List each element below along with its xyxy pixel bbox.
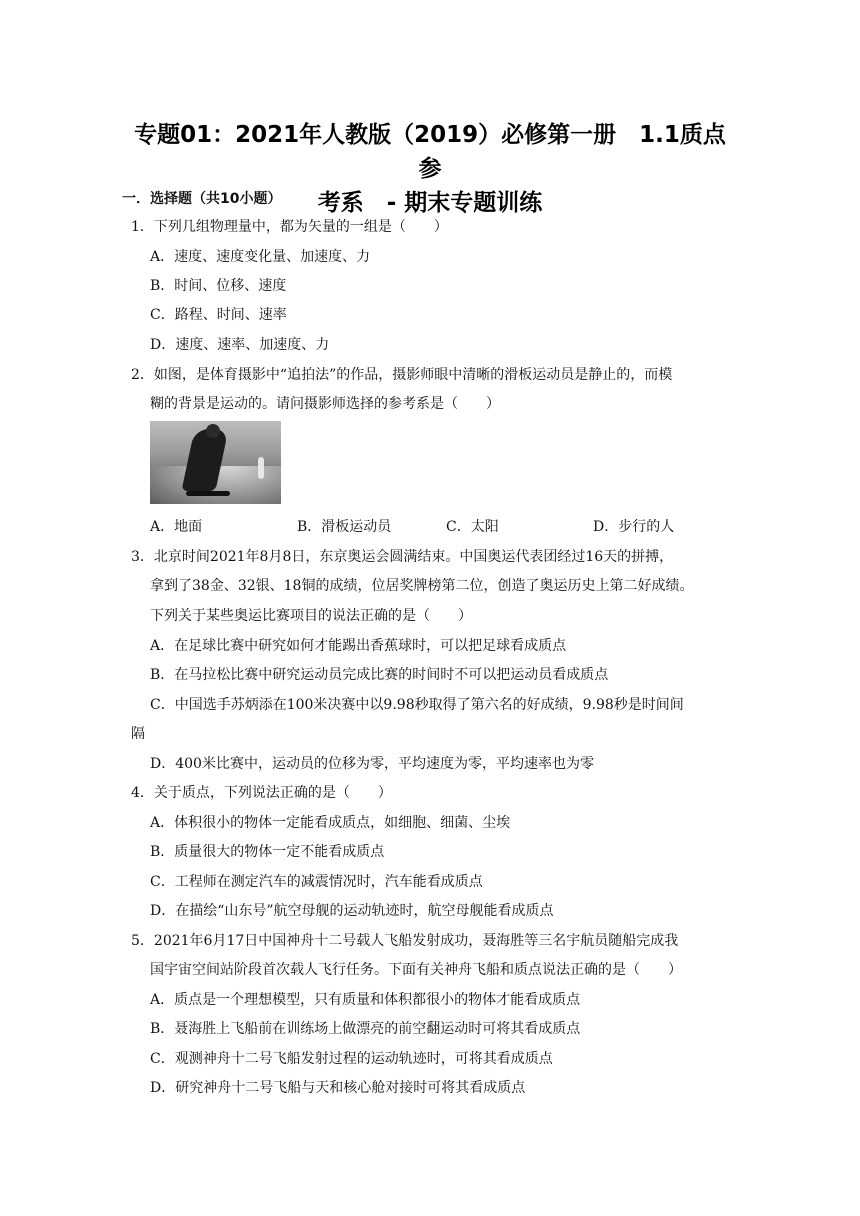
question-2-option-c: C．太阳: [446, 519, 499, 535]
question-4-option-c: C．工程师在测定汽车的减震情况时，汽车能看成质点: [150, 874, 483, 890]
question-5-stem-line-1: 5．2021年6月17日中国神舟十二号载人飞船发射成功，聂海胜等三名宇航员随船完成我: [131, 933, 679, 949]
question-5-stem-line-2: 国宇宙空间站阶段首次载人飞行任务。下面有关神舟飞船和质点说法正确的是（ ）: [150, 962, 682, 978]
title-line-2: 考系 - 期末专题训练: [317, 190, 543, 216]
question-2-option-b: B．滑板运动员: [297, 519, 392, 535]
section-heading: 一．选择题（共10小题）: [122, 191, 282, 207]
question-2-option-a: A．地面: [150, 519, 203, 535]
question-3-stem-line-1: 3．北京时间2021年8月8日，东京奥运会圆满结束。中国奥运代表团经过16天的拼搏，: [131, 549, 674, 565]
question-1-option-b: B．时间、位移、速度: [150, 278, 287, 294]
question-3-option-c-line-1: C．中国选手苏炳添在100米决赛中以9.98秒取得了第六名的好成绩，9.98秒是时间间: [150, 697, 684, 713]
question-3-option-d: D．400米比赛中，运动员的位移为零，平均速度为零，平均速率也为零: [150, 756, 594, 772]
question-4-option-a: A．体积很小的物体一定能看成质点，如细胞、细菌、尘埃: [150, 815, 511, 831]
question-3-option-a: A．在足球比赛中研究如何才能踢出香蕉球时，可以把足球看成质点: [150, 638, 567, 654]
question-3-option-b: B．在马拉松比赛中研究运动员完成比赛的时间时不可以把运动员看成质点: [150, 667, 609, 683]
question-2-option-d: D．步行的人: [593, 519, 675, 535]
question-5-option-d: D．研究神舟十二号飞船与天和核心舱对接时可将其看成质点: [150, 1080, 526, 1096]
question-3-option-c-line-2: 隔: [131, 726, 145, 742]
question-1-option-d: D．速度、速率、加速度、力: [150, 337, 330, 353]
question-5-option-b: B．聂海胜上飞船前在训练场上做漂亮的前空翻运动时可将其看成质点: [150, 1021, 581, 1037]
question-4-option-b: B．质量很大的物体一定不能看成质点: [150, 844, 385, 860]
question-1-option-c: C．路程、时间、速率: [150, 307, 287, 323]
question-3-stem-line-2: 拿到了38金、32银、18铜的成绩，位居奖牌榜第二位，创造了奥运历史上第二好成绩。: [150, 578, 694, 594]
question-5-option-a: A．质点是一个理想模型，只有质量和体积都很小的物体才能看成质点: [150, 992, 581, 1008]
question-5-option-c: C．观测神舟十二号飞船发射过程的运动轨迹时，可将其看成质点: [150, 1051, 553, 1067]
question-4-option-d: D．在描绘“山东号”航空母舰的运动轨迹时，航空母舰能看成质点: [150, 903, 554, 919]
question-3-stem-line-3: 下列关于某些奥运比赛项目的说法正确的是（ ）: [150, 608, 472, 624]
title-line-1: 专题01：2021年人教版（2019）必修第一册 1.1质点 参: [134, 122, 726, 182]
question-2-stem-line-2: 糊的背景是运动的。请问摄影师选择的参考系是（ ）: [150, 396, 500, 412]
question-4-stem: 4．关于质点，下列说法正确的是（ ）: [131, 785, 392, 801]
skateboarder-photo: [150, 421, 281, 504]
question-1-option-a: A．速度、速度变化量、加速度、力: [150, 249, 371, 265]
question-1-stem: 1．下列几组物理量中，都为矢量的一组是（ ）: [131, 219, 448, 235]
question-2-stem-line-1: 2．如图，是体育摄影中“追拍法”的作品，摄影师眼中清晰的滑板运动员是静止的，而模: [131, 367, 673, 383]
